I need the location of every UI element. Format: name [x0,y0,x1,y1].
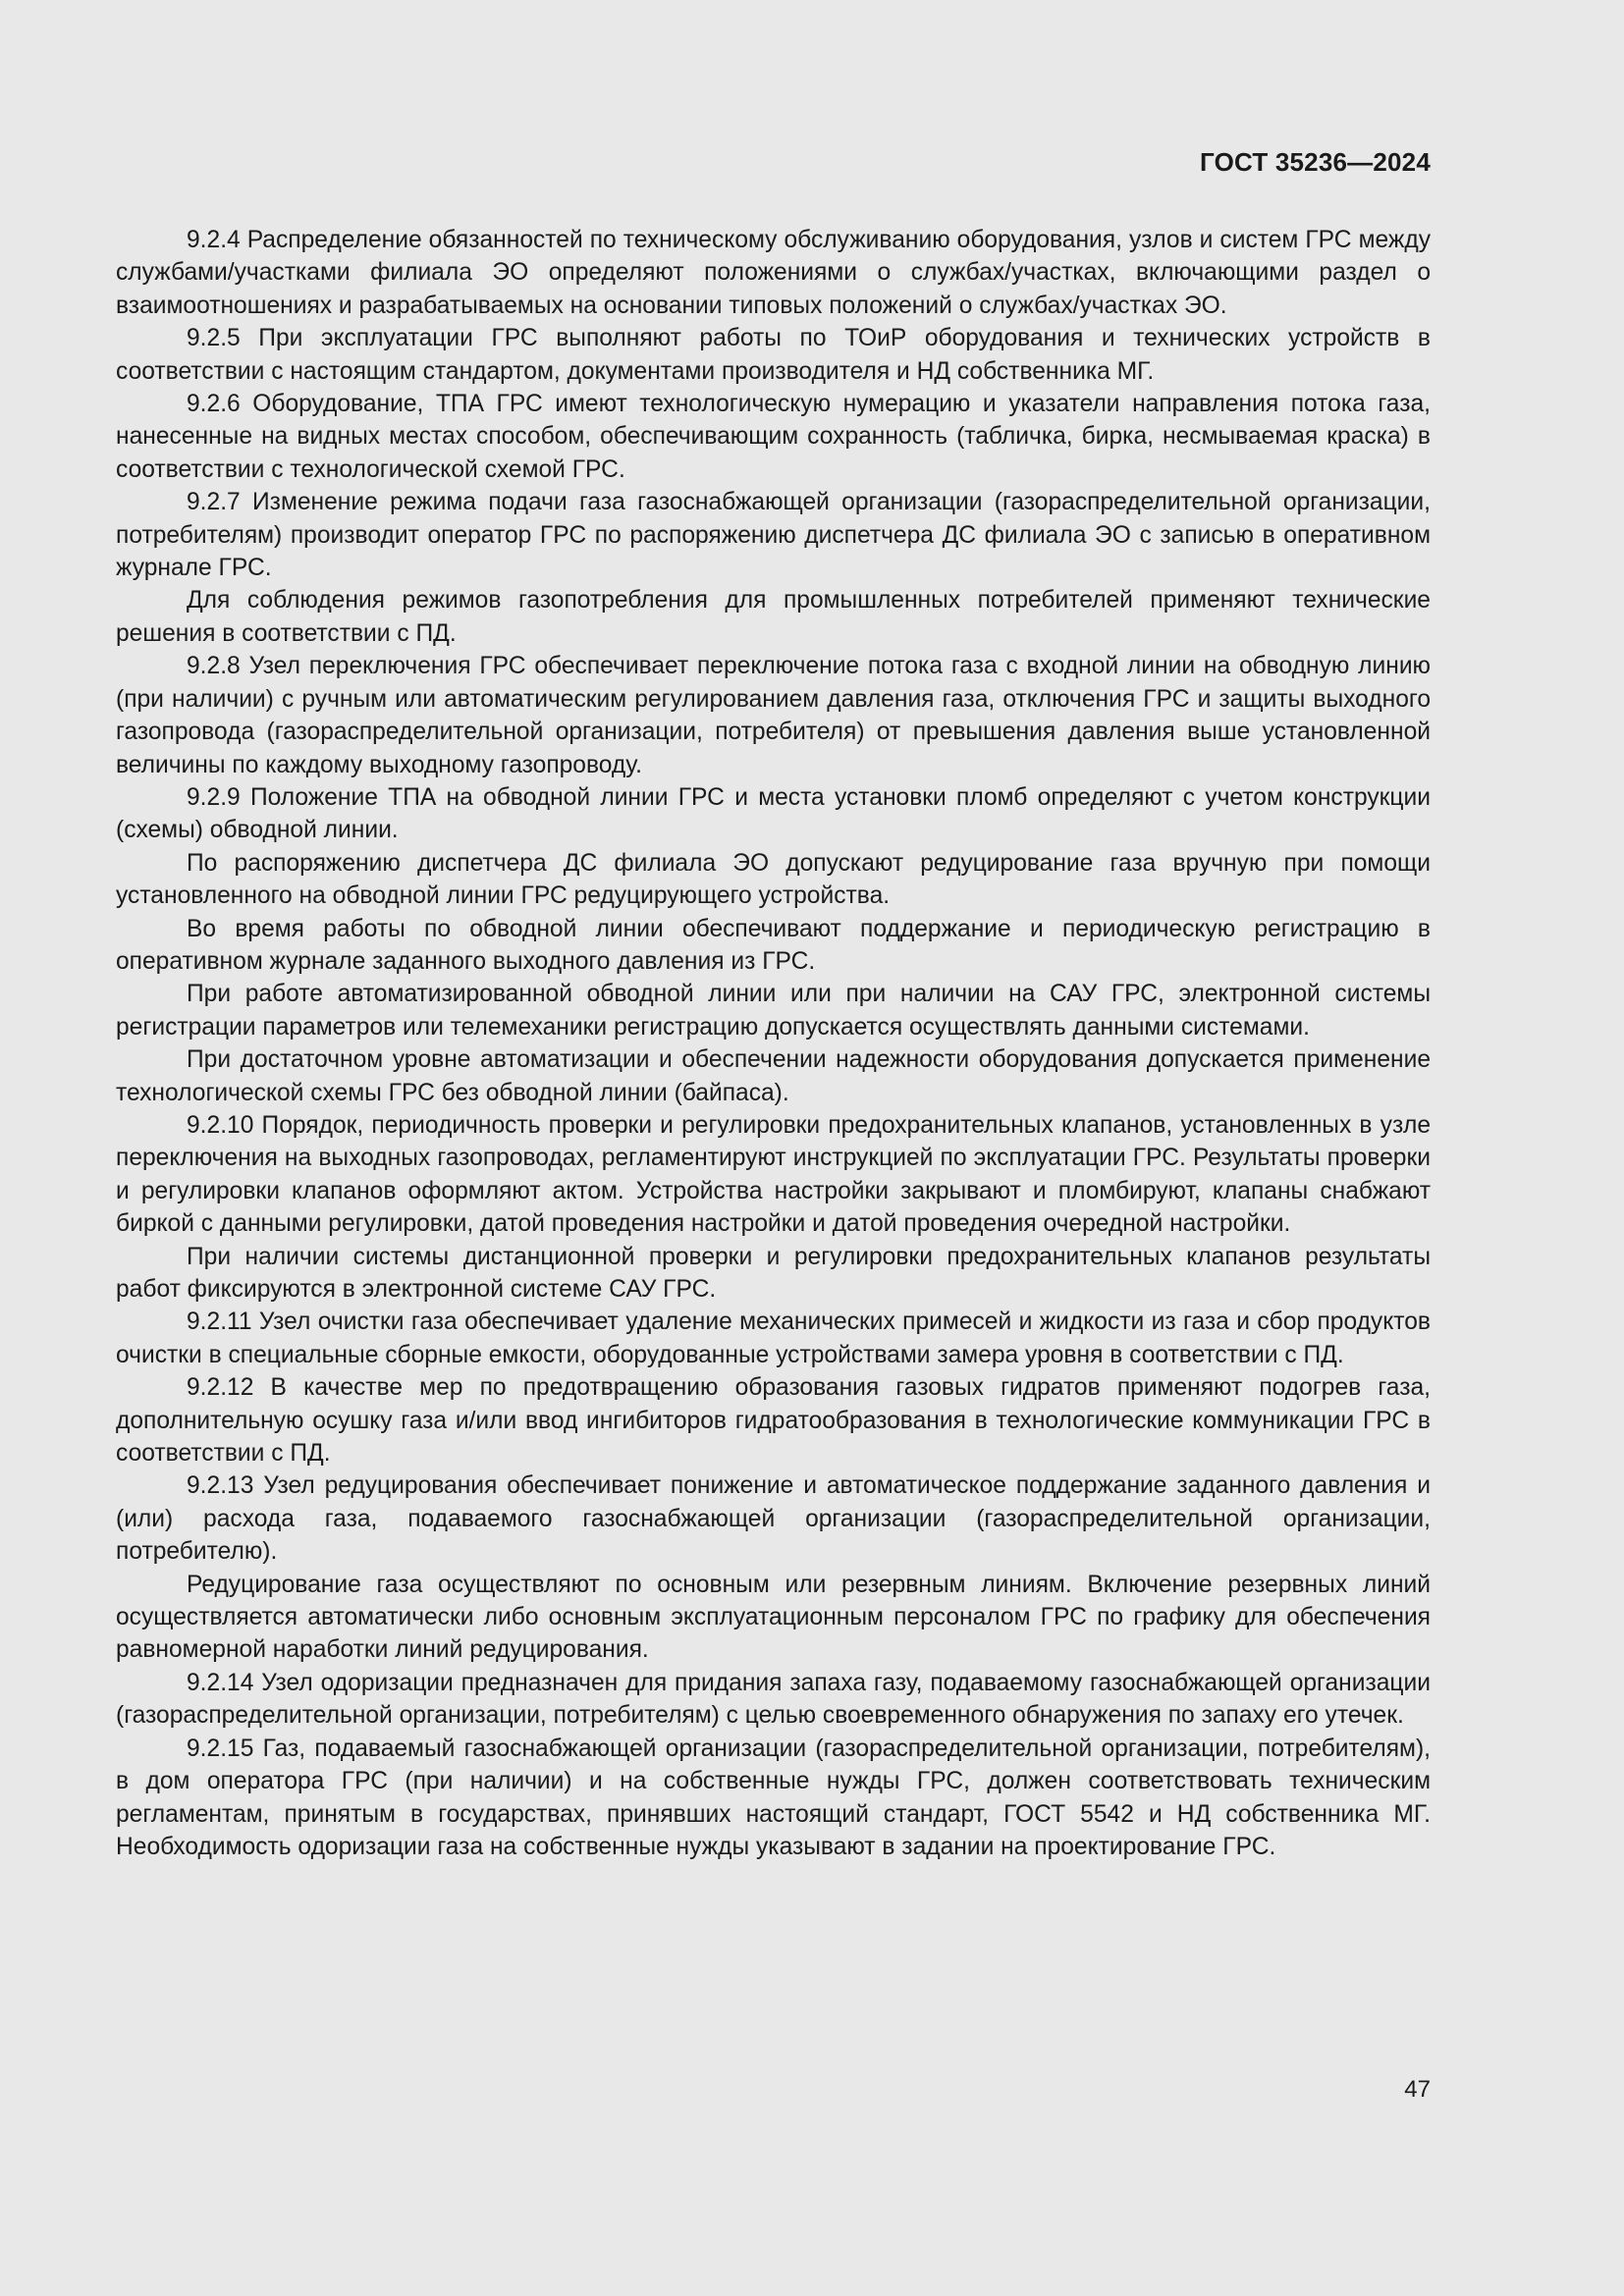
paragraph-9-2-9-no-bypass: При достаточном уровне автоматизации и обеспечении надежности оборудования допускается применение технологической схемы ГРС без обводной линии (байпаса). [116,1046,1431,1106]
paragraph-9-2-12: 9.2.12 В качестве мер по предотвращению образования газовых гидратов применяют подогрев газа, дополнительную осушку газа и/или ввод ингибиторов гидратообразования в технологические коммуникации ГРС в соответствии с ПД. [116,1374,1431,1468]
document-body [116,224,1431,1863]
paragraph-9-2-8: 9.2.8 Узел переключения ГРС обеспечивает переключение потока газа с входной линии на обводную линию (при наличии) с ручным или автоматическим регулированием давления газа, отключения ГРС и защиты выходного газопровода (газораспределительной организации, потребителя) от превышения давления выше установленной величины по каждому выходному газопроводу. [116,653,1431,778]
paragraph-9-2-10: 9.2.10 Порядок, периодичность проверки и регулировки предохранительных клапанов, установленных в узле переключения на выходных газопроводах, регламентируют инструкцией по эксплуатации ГРС. Результаты проверки и регулировки клапанов оформляют актом. Устройства настройки закрывают и пломбируют, клапаны снабжают биркой с данными регулировки, датой проведения настройки и датой проведения очередной настройки. [116,1111,1431,1238]
paragraph-9-2-10-remote-check: При наличии системы дистанционной проверки и регулировки предохранительных клапанов результаты работ фиксируются в электронной системе САУ ГРС. [116,1243,1431,1303]
paragraph-9-2-13: 9.2.13 Узел редуцирования обеспечивает понижение и автоматическое поддержание заданного давления и (или) расхода газа, подаваемого газоснабжающей организации (газораспределительной организации, потребителю). [116,1472,1431,1566]
paragraph-9-2-15: 9.2.15 Газ, подаваемый газоснабжающей организации (газораспределительной организации, потребителям), в дом оператора ГРС (при наличии) и на собственные нужды ГРС, должен соответствовать техническим регламентам, принятым в государствах, принявших настоящий стандарт, ГОСТ 5542 и НД собственника МГ. Необходимость одоризации газа на собственные нужды указывают в задании на проектирование ГРС. [116,1735,1431,1860]
paragraph-9-2-9: 9.2.9 Положение ТПА на обводной линии ГРС и места установки пломб определяют с учетом конструкции (схемы) обводной линии. [116,783,1431,844]
paragraph-9-2-14: 9.2.14 Узел одоризации предназначен для придания запаха газу, подаваемому газоснабжающей организации (газораспределительной организации, потребителям) с целью своевременного обнаружения по запаху его утечек. [116,1669,1431,1730]
paragraph-9-2-9-manual-reduction: По распоряжению диспетчера ДС филиала ЭО допускают редуцирование газа вручную при помощи установленного на обводной линии ГРС редуцирующего устройства. [116,849,1431,910]
paragraph-9-2-13-reserve-lines: Редуцирование газа осуществляют по основным или резервным линиям. Включение резервных линий осуществляется автоматически либо основным эксплуатационным персоналом ГРС по графику для обеспечения равномерной наработки линий редуцирования. [116,1571,1431,1664]
paragraph-9-2-7-continuation: Для соблюдения режимов газопотребления для промышленных потребителей применяют технические решения в соответствии с ПД. [116,587,1431,647]
paragraph-9-2-11: 9.2.11 Узел очистки газа обеспечивает удаление механических примесей и жидкости из газа и сбор продуктов очистки в специальные сборные емкости, оборудованные устройствами замера уровня в соответствии с ПД. [116,1308,1431,1368]
paragraph-9-2-7: 9.2.7 Изменение режима подачи газа газоснабжающей организации (газораспределительной организации, потребителям) производит оператор ГРС по распоряжению диспетчера ДС филиала ЭО с записью в оперативном журнале ГРС. [116,489,1431,582]
paragraph-9-2-6: 9.2.6 Оборудование, ТПА ГРС имеют технологическую нумерацию и указатели направления потока газа, нанесенные на видных местах способом, обеспечивающим сохранность (табличка, бирка, несмываемая краска) в соответствии с технологической схемой ГРС. [116,391,1431,483]
page-number: 47 [1404,2076,1431,2103]
paragraph-9-2-9-bypass-registration: Во время работы по обводной линии обеспечивают поддержание и периодическую регистрацию в оперативном журнале заданного выходного давления из ГРС. [116,915,1431,975]
paragraph-9-2-4: 9.2.4 Распределение обязанностей по техническому обслуживанию оборудования, узлов и систем ГРС между службами/участками филиала ЭО определяют положениями о службах/участках, включающими раздел о взаимоотношениях и разрабатываемых на основании типовых положений о службах/участках ЭО. [116,227,1431,319]
paragraph-9-2-5: 9.2.5 При эксплуатации ГРС выполняют работы по ТОиР оборудования и технических устройств в соответствии с настоящим стандартом, документами производителя и НД собственника МГ. [116,325,1431,385]
document-code: ГОСТ 35236—2024 [1200,147,1431,177]
paragraph-9-2-9-automated-bypass: При работе автоматизированной обводной линии или при наличии на САУ ГРС, электронной системы регистрации параметров или телемеханики регистрацию допускается осуществлять данными системами. [116,981,1431,1041]
